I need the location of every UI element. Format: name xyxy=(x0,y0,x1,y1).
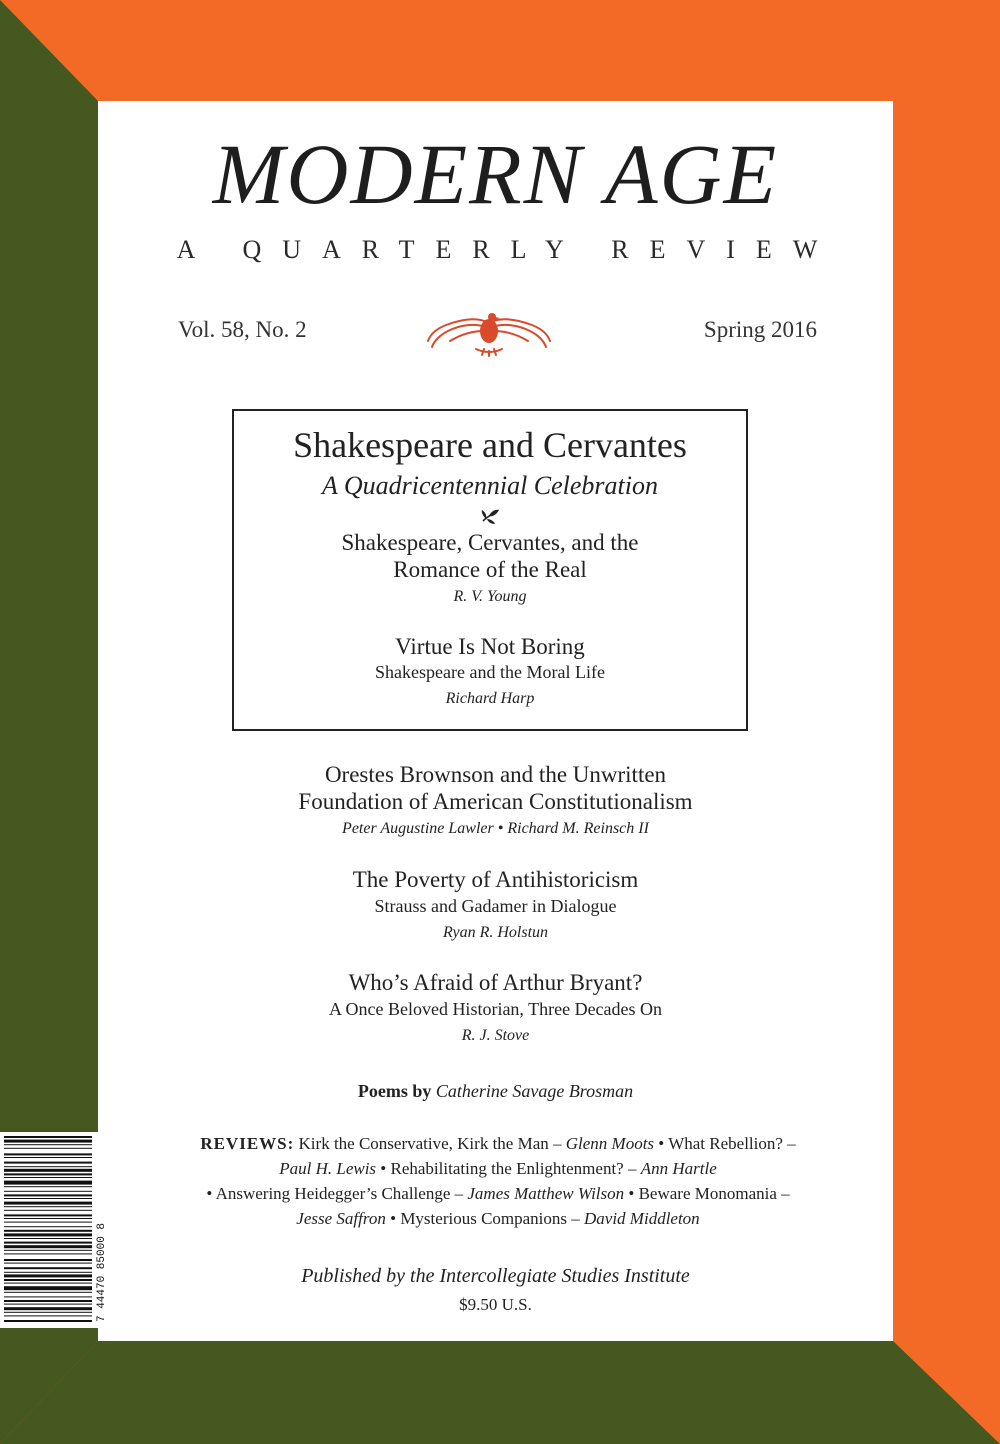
barcode-bar xyxy=(4,1286,92,1290)
price: $9.50 U.S. xyxy=(459,1295,532,1314)
publisher-line: Published by the Intercollegiate Studies Institute xyxy=(301,1265,690,1287)
reviews-list: REVIEWS: Kirk the Conservative, Kirk the Man – Glenn Moots • What Rebellion? – Paul H. Lewis • Rehabilitating the Enlightenment? – Ann Hartle • Answering Heidegger’s Challenge – James Matthew Wilson • Beware Monomania – Jesse Saffron • Mysterious Companions – David Middleton xyxy=(200,1134,796,1228)
review-title: What Rebellion? xyxy=(668,1134,783,1153)
barcode-bar xyxy=(4,1136,92,1138)
poems-line xyxy=(98,1081,893,1102)
feature-article-1-line2: Romance of the Real xyxy=(393,557,587,582)
barcode-bar xyxy=(4,1274,92,1277)
review-author: Ann Hartle xyxy=(640,1159,717,1178)
barcode-bar xyxy=(4,1233,92,1236)
article-3-author: R. J. Stove xyxy=(461,1027,530,1044)
barcode-digits: 7 44470 85000 8 xyxy=(96,1222,108,1322)
feature-subtitle: A Quadricentennial Celebration xyxy=(321,471,659,500)
review-title: Mysterious Companions xyxy=(400,1209,568,1228)
review-author: Glenn Moots xyxy=(565,1134,655,1153)
barcode-bar xyxy=(4,1300,92,1302)
barcode-bar xyxy=(4,1315,92,1316)
barcode-bar xyxy=(4,1173,92,1175)
barcode-bar xyxy=(4,1202,92,1205)
issue-season: Spring 2016 xyxy=(703,317,817,342)
barcode-bar xyxy=(4,1157,92,1158)
review-title: Rehabilitating the Enlightenment? xyxy=(390,1159,624,1178)
barcode-bar xyxy=(4,1320,92,1322)
barcode-bar xyxy=(4,1198,92,1199)
barcode-bar xyxy=(4,1312,92,1313)
barcode-bar xyxy=(4,1226,92,1227)
barcode-bar xyxy=(4,1307,92,1310)
barcode-bar xyxy=(4,1194,92,1196)
feature-box xyxy=(232,409,748,731)
barcode-bar xyxy=(4,1283,92,1284)
volume-number: Vol. 58, No. 2 xyxy=(178,317,307,342)
barcode-bar xyxy=(4,1292,92,1293)
article-2-subtitle: Strauss and Gadamer in Dialogue xyxy=(374,896,617,916)
barcode-bar xyxy=(4,1296,92,1297)
article-3-title: Who’s Afraid of Arthur Bryant? xyxy=(348,970,643,995)
article-1-authors: Peter Augustine Lawler • Richard M. Reinsch II xyxy=(342,820,649,837)
barcode-bar xyxy=(4,1206,92,1207)
feature-article-2-title: Virtue Is Not Boring xyxy=(395,634,585,659)
barcode-bar xyxy=(4,1214,92,1216)
review-author: James Matthew Wilson xyxy=(467,1184,625,1203)
barcode-bar xyxy=(4,1222,92,1223)
barcode-bar xyxy=(4,1279,92,1281)
poems-label: Poems by xyxy=(357,1081,432,1101)
barcode-bar xyxy=(4,1191,92,1192)
barcode-bar xyxy=(4,1169,92,1172)
review-author: David Middleton xyxy=(584,1209,700,1228)
feature-article-1-line1: Shakespeare, Cervantes, and the xyxy=(341,530,639,555)
barcode-bar xyxy=(4,1148,92,1149)
article-2-author: Ryan R. Holstun xyxy=(442,924,549,941)
article-3-subtitle: A Once Beloved Historian, Three Decades On xyxy=(328,999,663,1019)
poems-author: Catherine Savage Brosman xyxy=(435,1081,634,1101)
cover-page xyxy=(98,101,893,1341)
fleuron-icon xyxy=(479,507,501,525)
barcode-bar xyxy=(4,1177,92,1178)
barcode-bar xyxy=(4,1253,92,1254)
article-1-line1: Orestes Brownson and the Unwritten xyxy=(324,762,667,787)
eagle-icon xyxy=(426,309,552,357)
barcode-bar xyxy=(4,1272,92,1273)
barcode-bar xyxy=(4,1250,92,1251)
barcode-bar xyxy=(4,1259,92,1261)
barcode-bar xyxy=(4,1238,92,1239)
magazine-title: MODERN AGE xyxy=(212,126,779,222)
review-title: Kirk the Conservative, Kirk the Man xyxy=(298,1134,549,1153)
barcode xyxy=(0,1132,112,1328)
barcode-bar xyxy=(4,1304,92,1305)
barcode-bar xyxy=(4,1263,92,1264)
article-1-line2: Foundation of American Constitutionalism xyxy=(298,789,693,814)
barcode-bar xyxy=(4,1186,92,1187)
barcode-bar xyxy=(4,1242,92,1244)
reviews-label: REVIEWS: xyxy=(200,1134,295,1153)
barcode-bar xyxy=(4,1153,92,1155)
feature-article-2-subtitle: Shakespeare and the Moral Life xyxy=(375,662,605,682)
barcode-bar xyxy=(4,1267,92,1269)
barcode-bar xyxy=(4,1140,92,1143)
review-author: Paul H. Lewis xyxy=(279,1159,377,1178)
barcode-bar xyxy=(4,1166,92,1167)
barcode-bar xyxy=(4,1210,92,1211)
barcode-bar xyxy=(4,1162,92,1164)
review-title: Answering Heidegger’s Challenge xyxy=(215,1184,451,1203)
magazine-subtitle: A QUARTERLY REVIEW xyxy=(176,235,839,264)
barcode-bar xyxy=(4,1218,92,1219)
barcode-bar xyxy=(4,1245,92,1248)
article-2-title: The Poverty of Antihistoricism xyxy=(352,867,639,892)
feature-title: Shakespeare and Cervantes xyxy=(293,425,687,465)
barcode-bar xyxy=(4,1230,92,1232)
review-author: Jesse Saffron xyxy=(296,1209,386,1228)
feature-article-2-author: Richard Harp xyxy=(445,690,535,707)
feature-article-1-author: R. V. Young xyxy=(453,588,527,605)
barcode-bar xyxy=(4,1181,92,1185)
barcode-bar xyxy=(4,1144,92,1145)
review-title: Beware Monomania xyxy=(638,1184,777,1203)
